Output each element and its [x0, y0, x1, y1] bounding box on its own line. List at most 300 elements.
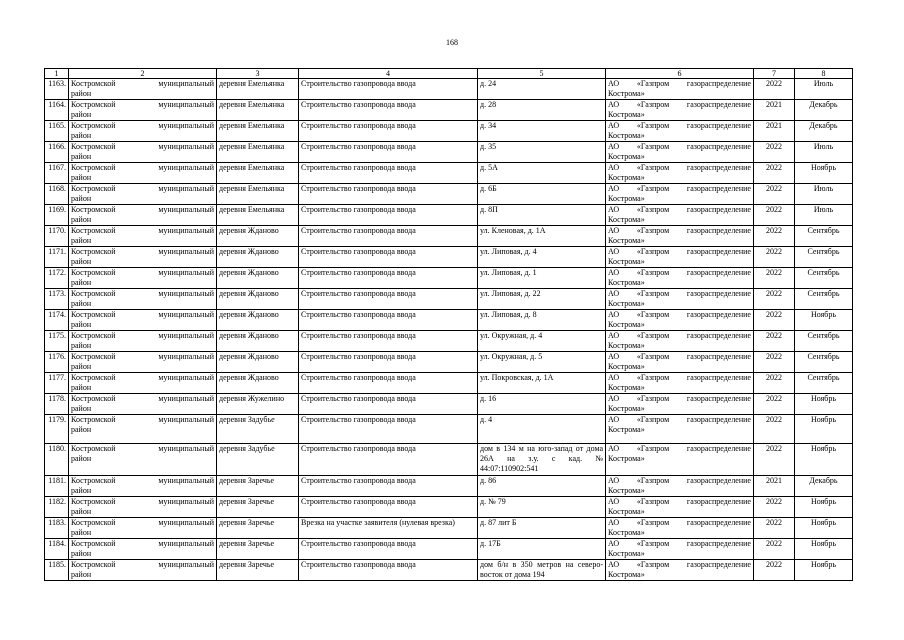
work-type-cell: Строительство газопровода ввода — [299, 121, 478, 142]
year-cell: 2022 — [754, 394, 795, 415]
month-cell: Ноябрь — [795, 444, 853, 476]
org-name: «Газпром — [636, 560, 670, 569]
district-name: Костромской — [71, 476, 116, 485]
row-number: 1185. — [45, 560, 69, 581]
year-cell: 2022 — [754, 205, 795, 226]
district-name: Костромской — [71, 121, 116, 130]
column-header-2: 2 — [69, 69, 217, 79]
locality-cell: деревня Жданово — [217, 226, 299, 247]
work-type-cell: Строительство газопровода ввода — [299, 247, 478, 268]
address-cell: д. 87 лит Б — [478, 518, 606, 539]
year-cell: 2022 — [754, 373, 795, 394]
org-city: Кострома» — [608, 278, 645, 287]
address-cell: д. 24 — [478, 79, 606, 100]
row-number: 1184. — [45, 539, 69, 560]
row-number: 1175. — [45, 331, 69, 352]
org-prefix: АО — [608, 163, 620, 172]
table-row — [45, 560, 853, 581]
org-city: Кострома» — [608, 131, 645, 140]
org-prefix: АО — [608, 476, 620, 485]
org-city: Кострома» — [608, 152, 645, 161]
column-header-4: 4 — [299, 69, 478, 79]
address-cell: ул. Окружная, д. 5 — [478, 352, 606, 373]
work-type-cell: Строительство газопровода ввода — [299, 142, 478, 163]
table-row — [45, 79, 853, 100]
month-cell: Июль — [795, 79, 853, 100]
row-number: 1164. — [45, 100, 69, 121]
locality-cell: деревня Заречье — [217, 497, 299, 518]
table-row — [45, 415, 853, 444]
organization-cell — [606, 163, 754, 184]
district-suffix: район — [71, 454, 92, 463]
month-cell: Ноябрь — [795, 518, 853, 539]
row-number: 1177. — [45, 373, 69, 394]
month-cell: Июль — [795, 205, 853, 226]
organization-cell — [606, 289, 754, 310]
column-header-7: 7 — [754, 69, 795, 79]
organization-cell — [606, 247, 754, 268]
org-type: газораспределение — [686, 310, 751, 319]
address-cell: д. 17Б — [478, 539, 606, 560]
district-cell — [69, 352, 217, 373]
table-row — [45, 444, 853, 476]
work-type-cell: Строительство газопровода ввода — [299, 444, 478, 476]
org-type: газораспределение — [686, 444, 751, 453]
org-name: «Газпром — [636, 310, 670, 319]
district-type: муниципальный — [158, 163, 214, 172]
organization-cell — [606, 518, 754, 539]
org-name: «Газпром — [636, 518, 670, 527]
district-suffix: район — [71, 404, 92, 413]
locality-cell: деревня Емельянка — [217, 79, 299, 100]
district-suffix: район — [71, 194, 92, 203]
row-number: 1183. — [45, 518, 69, 539]
district-type: муниципальный — [158, 310, 214, 319]
org-name: «Газпром — [636, 476, 670, 485]
table-row — [45, 394, 853, 415]
org-prefix: АО — [608, 184, 620, 193]
locality-cell: деревня Емельянка — [217, 184, 299, 205]
district-suffix: район — [71, 278, 92, 287]
org-name: «Газпром — [636, 79, 670, 88]
locality-cell: деревня Жданово — [217, 310, 299, 331]
page-number: 168 — [446, 38, 458, 47]
address-cell: д. № 79 — [478, 497, 606, 518]
district-name: Костромской — [71, 560, 116, 569]
org-name: «Газпром — [636, 394, 670, 403]
district-cell — [69, 226, 217, 247]
org-type: газораспределение — [686, 331, 751, 340]
org-prefix: АО — [608, 205, 620, 214]
org-prefix: АО — [608, 268, 620, 277]
org-prefix: АО — [608, 100, 620, 109]
district-cell — [69, 205, 217, 226]
column-header-1: 1 — [45, 69, 69, 79]
org-city: Кострома» — [608, 236, 645, 245]
district-cell — [69, 497, 217, 518]
org-name: «Газпром — [636, 163, 670, 172]
org-city: Кострома» — [608, 215, 645, 224]
table-row — [45, 205, 853, 226]
district-cell — [69, 142, 217, 163]
work-type-cell: Строительство газопровода ввода — [299, 560, 478, 581]
table-row — [45, 268, 853, 289]
column-header-5: 5 — [478, 69, 606, 79]
locality-cell: деревня Емельянка — [217, 163, 299, 184]
org-name: «Газпром — [636, 331, 670, 340]
address-cell: д. 5А — [478, 163, 606, 184]
district-type: муниципальный — [158, 226, 214, 235]
district-cell — [69, 415, 217, 444]
district-cell — [69, 444, 217, 476]
district-cell — [69, 373, 217, 394]
organization-cell — [606, 226, 754, 247]
district-suffix: район — [71, 486, 92, 495]
work-type-cell: Врезка на участке заявителя (нулевая врезка) — [299, 518, 478, 539]
month-cell: Ноябрь — [795, 310, 853, 331]
district-name: Костромской — [71, 100, 116, 109]
column-header-3: 3 — [217, 69, 299, 79]
org-prefix: АО — [608, 394, 620, 403]
district-name: Костромской — [71, 184, 116, 193]
organization-cell — [606, 373, 754, 394]
org-type: газораспределение — [686, 100, 751, 109]
district-name: Костромской — [71, 373, 116, 382]
org-prefix: АО — [608, 289, 620, 298]
org-name: «Газпром — [636, 205, 670, 214]
org-prefix: АО — [608, 560, 620, 569]
table-row — [45, 310, 853, 331]
district-type: муниципальный — [158, 560, 214, 569]
district-name: Костромской — [71, 289, 116, 298]
year-cell: 2022 — [754, 184, 795, 205]
row-number: 1170. — [45, 226, 69, 247]
district-type: муниципальный — [158, 268, 214, 277]
district-cell — [69, 121, 217, 142]
org-name: «Газпром — [636, 184, 670, 193]
district-type: муниципальный — [158, 142, 214, 151]
locality-cell: деревня Жданово — [217, 373, 299, 394]
work-type-cell: Строительство газопровода ввода — [299, 539, 478, 560]
district-cell — [69, 560, 217, 581]
table-row — [45, 226, 853, 247]
org-city: Кострома» — [608, 383, 645, 392]
month-cell: Декабрь — [795, 121, 853, 142]
month-cell: Ноябрь — [795, 394, 853, 415]
district-name: Костромской — [71, 539, 116, 548]
year-cell: 2022 — [754, 247, 795, 268]
org-city: Кострома» — [608, 257, 645, 266]
district-name: Костромской — [71, 205, 116, 214]
row-number: 1165. — [45, 121, 69, 142]
org-name: «Газпром — [636, 373, 670, 382]
org-type: газораспределение — [686, 247, 751, 256]
work-type-cell: Строительство газопровода ввода — [299, 373, 478, 394]
address-cell: д. 34 — [478, 121, 606, 142]
org-prefix: АО — [608, 247, 620, 256]
org-city: Кострома» — [608, 194, 645, 203]
district-name: Костромской — [71, 79, 116, 88]
district-type: муниципальный — [158, 394, 214, 403]
org-type: газораспределение — [686, 163, 751, 172]
year-cell: 2022 — [754, 518, 795, 539]
district-suffix: район — [71, 320, 92, 329]
org-type: газораспределение — [686, 205, 751, 214]
month-cell: Ноябрь — [795, 163, 853, 184]
district-type: муниципальный — [158, 184, 214, 193]
row-number: 1169. — [45, 205, 69, 226]
month-cell: Ноябрь — [795, 497, 853, 518]
work-type-cell: Строительство газопровода ввода — [299, 289, 478, 310]
row-number: 1172. — [45, 268, 69, 289]
org-city: Кострома» — [608, 341, 645, 350]
district-type: муниципальный — [158, 539, 214, 548]
district-suffix: район — [71, 341, 92, 350]
locality-cell: деревня Жданово — [217, 352, 299, 373]
org-city: Кострома» — [608, 89, 645, 98]
locality-cell: деревня Жданово — [217, 331, 299, 352]
row-number: 1182. — [45, 497, 69, 518]
district-name: Костромской — [71, 268, 116, 277]
year-cell: 2021 — [754, 476, 795, 497]
org-prefix: АО — [608, 444, 620, 453]
organization-cell — [606, 394, 754, 415]
district-suffix: район — [71, 528, 92, 537]
work-type-cell: Строительство газопровода ввода — [299, 100, 478, 121]
org-type: газораспределение — [686, 476, 751, 485]
address-cell: ул. Липовая, д. 4 — [478, 247, 606, 268]
district-cell — [69, 310, 217, 331]
year-cell: 2022 — [754, 163, 795, 184]
year-cell: 2022 — [754, 444, 795, 476]
org-city: Кострома» — [608, 549, 645, 558]
year-cell: 2022 — [754, 289, 795, 310]
work-type-cell: Строительство газопровода ввода — [299, 476, 478, 497]
organization-cell — [606, 352, 754, 373]
district-type: муниципальный — [158, 247, 214, 256]
locality-cell: деревня Жданово — [217, 247, 299, 268]
work-type-cell: Строительство газопровода ввода — [299, 163, 478, 184]
org-name: «Газпром — [636, 415, 670, 424]
org-prefix: АО — [608, 226, 620, 235]
org-city: Кострома» — [608, 110, 645, 119]
district-suffix: район — [71, 570, 92, 579]
org-prefix: АО — [608, 79, 620, 88]
locality-cell: деревня Емельянка — [217, 142, 299, 163]
district-suffix: район — [71, 383, 92, 392]
row-number: 1166. — [45, 142, 69, 163]
table-row — [45, 100, 853, 121]
row-number: 1171. — [45, 247, 69, 268]
organization-cell — [606, 268, 754, 289]
address-cell: дом в 134 м на юго-запад от дома 26А на з.у. с кад. № 44:07:110902:541 — [478, 444, 606, 476]
locality-cell: деревня Емельянка — [217, 121, 299, 142]
org-city: Кострома» — [608, 320, 645, 329]
district-cell — [69, 289, 217, 310]
org-type: газораспределение — [686, 142, 751, 151]
row-number: 1176. — [45, 352, 69, 373]
district-type: муниципальный — [158, 518, 214, 527]
org-name: «Газпром — [636, 100, 670, 109]
district-name: Костромской — [71, 518, 116, 527]
locality-cell: деревня Заречье — [217, 476, 299, 497]
district-suffix: район — [71, 89, 92, 98]
org-city: Кострома» — [608, 507, 645, 516]
district-type: муниципальный — [158, 444, 214, 453]
locality-cell: деревня Жужелино — [217, 394, 299, 415]
address-cell: д. 16 — [478, 394, 606, 415]
work-type-cell: Строительство газопровода ввода — [299, 268, 478, 289]
address-cell: дом б/н в 350 метров на северо-восток от дома 194 — [478, 560, 606, 581]
org-city: Кострома» — [608, 486, 645, 495]
month-cell: Сентябрь — [795, 247, 853, 268]
locality-cell: деревня Емельянка — [217, 100, 299, 121]
address-cell: ул. Липовая, д. 22 — [478, 289, 606, 310]
year-cell: 2022 — [754, 497, 795, 518]
org-type: газораспределение — [686, 373, 751, 382]
district-cell — [69, 331, 217, 352]
org-prefix: АО — [608, 331, 620, 340]
district-suffix: район — [71, 131, 92, 140]
table-row — [45, 184, 853, 205]
locality-cell: деревня Емельянка — [217, 205, 299, 226]
org-prefix: АО — [608, 352, 620, 361]
address-cell: д. 4 — [478, 415, 606, 444]
organization-cell — [606, 310, 754, 331]
organization-cell — [606, 560, 754, 581]
work-type-cell: Строительство газопровода ввода — [299, 310, 478, 331]
district-type: муниципальный — [158, 289, 214, 298]
org-city: Кострома» — [608, 404, 645, 413]
district-suffix: район — [71, 152, 92, 161]
work-type-cell: Строительство газопровода ввода — [299, 331, 478, 352]
org-name: «Газпром — [636, 352, 670, 361]
district-suffix: район — [71, 257, 92, 266]
district-cell — [69, 79, 217, 100]
org-city: Кострома» — [608, 299, 645, 308]
address-cell: ул. Покровская, д. 1А — [478, 373, 606, 394]
address-cell: д. 35 — [478, 142, 606, 163]
district-name: Костромской — [71, 310, 116, 319]
org-city: Кострома» — [608, 173, 645, 182]
month-cell: Декабрь — [795, 476, 853, 497]
org-type: газораспределение — [686, 268, 751, 277]
org-name: «Газпром — [636, 497, 670, 506]
row-number: 1181. — [45, 476, 69, 497]
month-cell: Ноябрь — [795, 415, 853, 444]
district-name: Костромской — [71, 142, 116, 151]
organization-cell — [606, 121, 754, 142]
district-cell — [69, 163, 217, 184]
district-name: Костромской — [71, 331, 116, 340]
address-cell: д. 6Б — [478, 184, 606, 205]
org-type: газораспределение — [686, 352, 751, 361]
month-cell: Декабрь — [795, 100, 853, 121]
work-type-cell: Строительство газопровода ввода — [299, 415, 478, 444]
org-name: «Газпром — [636, 444, 670, 453]
district-suffix: район — [71, 110, 92, 119]
table-body — [45, 79, 853, 581]
district-suffix: район — [71, 173, 92, 182]
org-prefix: АО — [608, 142, 620, 151]
month-cell: Ноябрь — [795, 539, 853, 560]
year-cell: 2022 — [754, 79, 795, 100]
org-name: «Газпром — [636, 247, 670, 256]
address-cell: д. 28 — [478, 100, 606, 121]
row-number: 1168. — [45, 184, 69, 205]
locality-cell: деревня Жданово — [217, 268, 299, 289]
work-type-cell: Строительство газопровода ввода — [299, 184, 478, 205]
org-city: Кострома» — [608, 425, 645, 434]
year-cell: 2022 — [754, 310, 795, 331]
district-cell — [69, 247, 217, 268]
org-prefix: АО — [608, 497, 620, 506]
row-number: 1174. — [45, 310, 69, 331]
year-cell: 2022 — [754, 331, 795, 352]
org-city: Кострома» — [608, 362, 645, 371]
org-type: газораспределение — [686, 560, 751, 569]
table-row — [45, 331, 853, 352]
district-suffix: район — [71, 425, 92, 434]
year-cell: 2021 — [754, 100, 795, 121]
org-type: газораспределение — [686, 518, 751, 527]
table-row — [45, 476, 853, 497]
month-cell: Сентябрь — [795, 289, 853, 310]
org-city: Кострома» — [608, 570, 645, 579]
district-cell — [69, 476, 217, 497]
work-type-cell: Строительство газопровода ввода — [299, 205, 478, 226]
table-row — [45, 373, 853, 394]
org-type: газораспределение — [686, 394, 751, 403]
year-cell: 2022 — [754, 268, 795, 289]
district-name: Костромской — [71, 394, 116, 403]
table-row — [45, 142, 853, 163]
month-cell: Сентябрь — [795, 268, 853, 289]
org-name: «Газпром — [636, 539, 670, 548]
district-type: муниципальный — [158, 205, 214, 214]
table-row — [45, 247, 853, 268]
work-type-cell: Строительство газопровода ввода — [299, 394, 478, 415]
locality-cell: деревня Жданово — [217, 289, 299, 310]
month-cell: Сентябрь — [795, 373, 853, 394]
district-name: Костромской — [71, 352, 116, 361]
org-type: газораспределение — [686, 539, 751, 548]
district-cell — [69, 268, 217, 289]
locality-cell: деревня Задубье — [217, 444, 299, 476]
organization-cell — [606, 142, 754, 163]
org-name: «Газпром — [636, 268, 670, 277]
org-prefix: АО — [608, 539, 620, 548]
org-city: Кострома» — [608, 528, 645, 537]
column-header-8: 8 — [795, 69, 853, 79]
organization-cell — [606, 497, 754, 518]
org-type: газораспределение — [686, 79, 751, 88]
locality-cell: деревня Заречье — [217, 560, 299, 581]
org-type: газораспределение — [686, 184, 751, 193]
locality-cell: деревня Заречье — [217, 518, 299, 539]
table-row — [45, 352, 853, 373]
district-type: муниципальный — [158, 415, 214, 424]
org-name: «Газпром — [636, 121, 670, 130]
table-row — [45, 497, 853, 518]
year-cell: 2022 — [754, 226, 795, 247]
table-row — [45, 518, 853, 539]
table-row — [45, 163, 853, 184]
address-cell: ул. Кленовая, д. 1А — [478, 226, 606, 247]
month-cell: Сентябрь — [795, 331, 853, 352]
district-name: Костромской — [71, 226, 116, 235]
district-suffix: район — [71, 549, 92, 558]
